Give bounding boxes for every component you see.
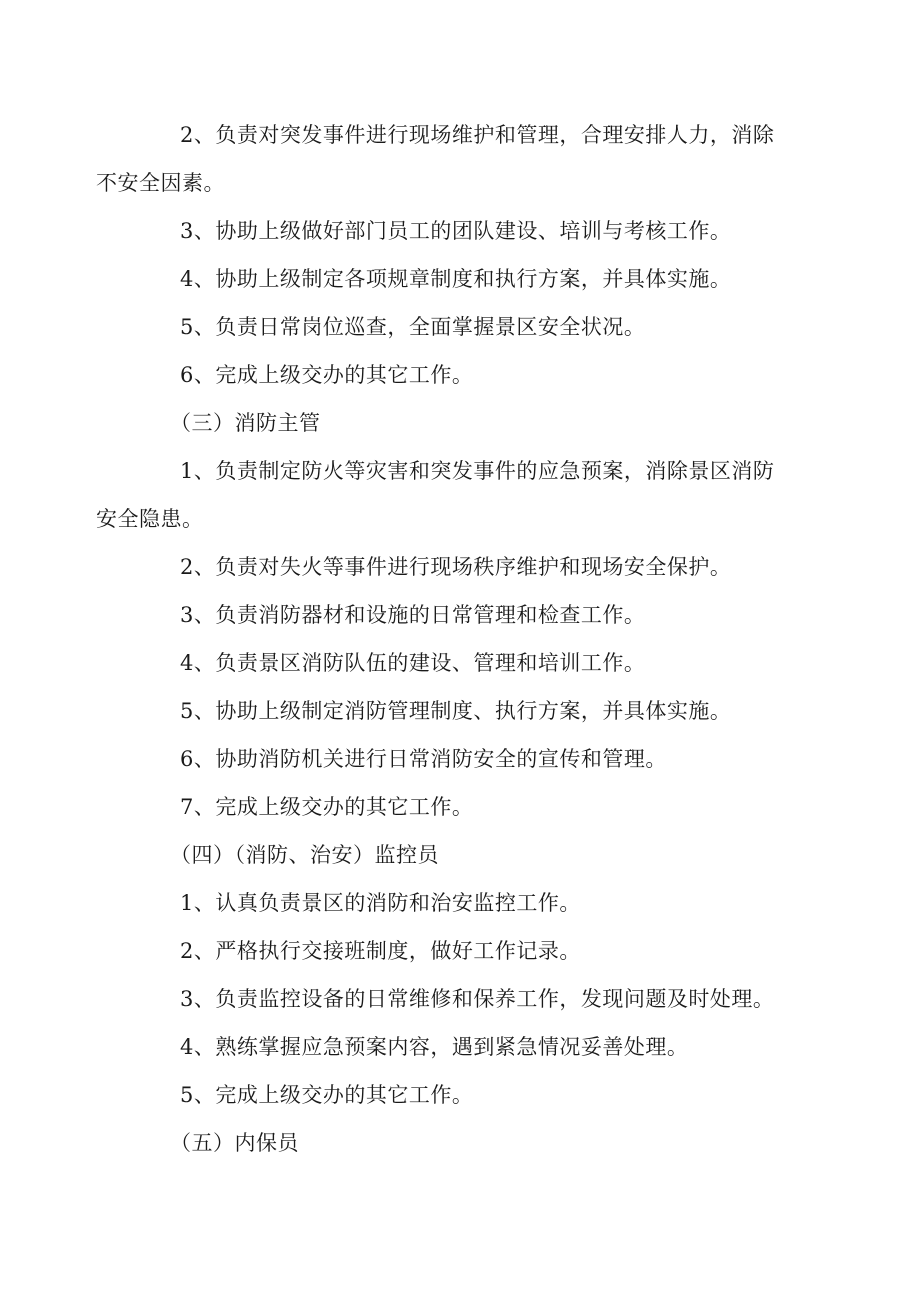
paragraph-item: 6、协助消防机关进行日常消防安全的宣传和管理。 <box>180 747 667 771</box>
section-heading-internal-security: （五）内保员 <box>170 1131 299 1155</box>
paragraph-item: 7、完成上级交办的其它工作。 <box>180 795 474 819</box>
paragraph-line: 2、负责对突发事件进行现场维护和管理，合理安排人力，消除 <box>180 123 775 147</box>
paragraph-item: 2、负责对失火等事件进行现场秩序维护和现场安全保护。 <box>180 555 732 579</box>
paragraph-line: 1、负责制定防火等灾害和突发事件的应急预案，消除景区消防 <box>180 459 775 483</box>
paragraph-item: 2、严格执行交接班制度，做好工作记录。 <box>180 939 581 963</box>
section-heading-fire-supervisor: （三）消防主管 <box>170 411 321 435</box>
paragraph-item: 5、协助上级制定消防管理制度、执行方案，并具体实施。 <box>180 699 732 723</box>
paragraph-item: 5、完成上级交办的其它工作。 <box>180 1083 474 1107</box>
paragraph-item: 1、认真负责景区的消防和治安监控工作。 <box>180 891 581 915</box>
section-heading-monitor: （四）（消防、治安）监控员 <box>170 843 439 867</box>
paragraph-item: 3、负责监控设备的日常维修和保养工作，发现问题及时处理。 <box>180 987 775 1011</box>
paragraph-item: 4、协助上级制定各项规章制度和执行方案，并具体实施。 <box>180 267 732 291</box>
paragraph-item-1-fire-plan <box>96 447 786 543</box>
paragraph-item: 4、负责景区消防队伍的建设、管理和培训工作。 <box>180 651 646 675</box>
paragraph-item-2-emergency <box>96 111 786 207</box>
paragraph-item: 5、负责日常岗位巡查，全面掌握景区安全状况。 <box>180 315 646 339</box>
paragraph-item: 6、完成上级交办的其它工作。 <box>180 363 474 387</box>
paragraph-line: 不安全因素。 <box>96 171 225 195</box>
document-body <box>96 111 786 1167</box>
paragraph-item: 3、协助上级做好部门员工的团队建设、培训与考核工作。 <box>180 219 732 243</box>
paragraph-item: 4、熟练掌握应急预案内容，遇到紧急情况妥善处理。 <box>180 1035 689 1059</box>
paragraph-line: 安全隐患。 <box>96 507 204 531</box>
paragraph-item: 3、负责消防器材和设施的日常管理和检查工作。 <box>180 603 646 627</box>
